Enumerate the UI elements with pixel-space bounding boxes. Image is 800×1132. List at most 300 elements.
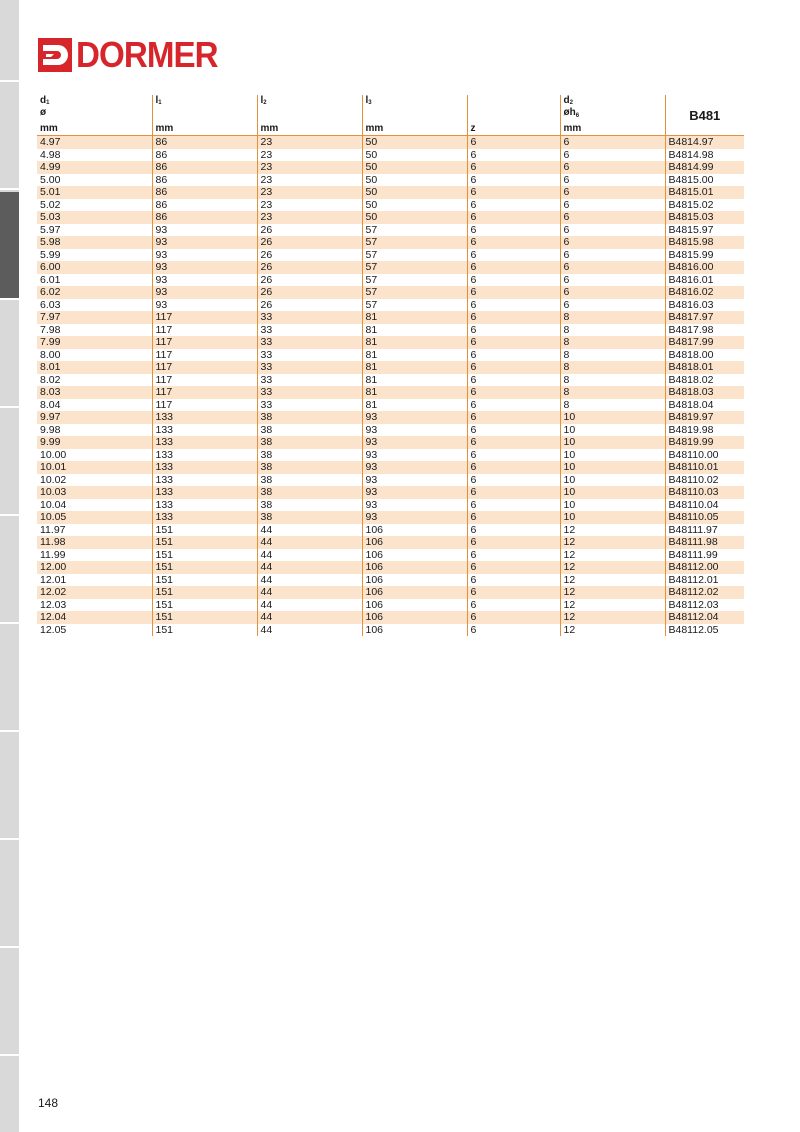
cell-code: B4817.99: [665, 336, 744, 349]
cell-d2: 6: [560, 299, 665, 312]
cell-l1: 93: [152, 236, 257, 249]
cell-z: 6: [467, 361, 560, 374]
cell-d2: 6: [560, 174, 665, 187]
cell-d2: 8: [560, 336, 665, 349]
cell-l1: 133: [152, 436, 257, 449]
table-row: [37, 486, 744, 499]
cell-z: 6: [467, 486, 560, 499]
cell-d2: 10: [560, 411, 665, 424]
cell-d2: 12: [560, 611, 665, 624]
header-l2: $l_2$ mm: [257, 95, 362, 136]
cell-l2: 33: [257, 311, 362, 324]
cell-z: 6: [467, 524, 560, 537]
cell-code: B4815.02: [665, 199, 744, 212]
cell-code: B48111.99: [665, 549, 744, 562]
cell-code: B4815.99: [665, 249, 744, 262]
cell-d1: 4.99: [37, 161, 152, 174]
page-number: 148: [38, 1096, 59, 1110]
cell-l2: 33: [257, 386, 362, 399]
cell-d2: 10: [560, 436, 665, 449]
cell-l3: 106: [362, 524, 467, 537]
cell-d2: 12: [560, 524, 665, 537]
cell-l1: 151: [152, 599, 257, 612]
cell-d1: 8.00: [40, 348, 61, 361]
cell-code: B4815.01: [665, 186, 744, 199]
cell-l3: 81: [362, 361, 467, 374]
cell-z: 6: [467, 374, 560, 387]
table-row: [37, 574, 744, 587]
table-row: [37, 524, 744, 537]
cell-l3: 93: [362, 411, 467, 424]
cell-code: B48110.05: [665, 511, 744, 524]
cell-l2: 23: [257, 149, 362, 162]
cell-d1: 5.99: [40, 248, 61, 261]
cell-code: B4819.99: [665, 436, 744, 449]
cell-l2: 38: [257, 411, 362, 424]
cell-l1: 86: [152, 161, 257, 174]
table-row: [37, 349, 744, 362]
cell-d2: 10: [560, 474, 665, 487]
cell-d1: 8.02: [40, 373, 61, 386]
cell-d1: 12.04: [37, 611, 152, 624]
cell-d2: 8: [560, 374, 665, 387]
table-row: [37, 436, 744, 449]
cell-l3: 57: [362, 249, 467, 262]
cell-l2: 38: [257, 424, 362, 437]
cell-code: B4818.01: [665, 361, 744, 374]
cell-d1: 10.05: [37, 511, 152, 524]
table-row: [37, 286, 744, 299]
cell-z: 6: [467, 286, 560, 299]
cell-d2: 6: [560, 286, 665, 299]
cell-l2: 33: [257, 399, 362, 412]
cell-d2: 6: [560, 249, 665, 262]
cell-l2: 44: [257, 611, 362, 624]
cell-code: B4814.98: [665, 149, 744, 162]
cell-l3: 50: [362, 199, 467, 212]
cell-d2: 8: [560, 311, 665, 324]
cell-d1: 10.02: [40, 473, 67, 486]
cell-code: B4816.01: [665, 274, 744, 287]
tab-divider: [0, 514, 19, 516]
tab-divider: [0, 622, 19, 624]
cell-l1: 93: [152, 224, 257, 237]
cell-l1: 86: [152, 199, 257, 212]
cell-d2: 6: [560, 274, 665, 287]
cell-z: 6: [467, 499, 560, 512]
dormer-logo: [38, 34, 230, 75]
cell-z: 6: [467, 436, 560, 449]
cell-d2: 10: [560, 486, 665, 499]
table-row: [37, 186, 744, 199]
cell-d2: 6: [560, 261, 665, 274]
cell-d1: 11.99: [40, 548, 66, 561]
cell-l3: 93: [362, 474, 467, 487]
cell-l2: 33: [257, 349, 362, 362]
cell-l1: 117: [152, 311, 257, 324]
cell-z: 6: [467, 349, 560, 362]
cell-d1: 6.01: [40, 273, 61, 286]
cell-z: 6: [467, 424, 560, 437]
cell-l3: 93: [362, 424, 467, 437]
cell-d1: 9.97: [37, 411, 152, 424]
table-row: [37, 461, 744, 474]
table-row: [37, 211, 744, 224]
cell-l1: 133: [152, 461, 257, 474]
cell-code: B48112.05: [665, 624, 744, 637]
cell-l1: 133: [152, 499, 257, 512]
table-row: [37, 274, 744, 287]
cell-z: 6: [467, 311, 560, 324]
side-tab-strip: [0, 0, 19, 1132]
cell-l1: 133: [152, 511, 257, 524]
cell-code: B48110.02: [665, 474, 744, 487]
cell-d1: 6.02: [37, 286, 152, 299]
tab-divider: [0, 946, 19, 948]
cell-d2: 12: [560, 561, 665, 574]
cell-code: B4817.97: [665, 311, 744, 324]
table-body: [37, 136, 744, 637]
cell-l3: 106: [362, 574, 467, 587]
cell-d2: 10: [560, 511, 665, 524]
table-row: [37, 549, 744, 562]
header-z: z: [467, 95, 560, 136]
cell-d1: 6.00: [37, 261, 152, 274]
cell-l2: 23: [257, 186, 362, 199]
cell-l3: 57: [362, 299, 467, 312]
cell-d2: 8: [560, 399, 665, 412]
cell-l1: 151: [152, 524, 257, 537]
cell-z: 6: [467, 561, 560, 574]
cell-l3: 57: [362, 236, 467, 249]
cell-z: 6: [467, 611, 560, 624]
table-row: [37, 536, 744, 549]
cell-l2: 26: [257, 261, 362, 274]
table-row: [37, 311, 744, 324]
cell-l3: 93: [362, 511, 467, 524]
cell-d2: 8: [560, 386, 665, 399]
cell-code: B4814.99: [665, 161, 744, 174]
cell-z: 6: [467, 174, 560, 187]
cell-z: 6: [467, 161, 560, 174]
table-row: [37, 249, 744, 262]
cell-d1: 12.01: [40, 573, 67, 586]
cell-d1: 5.01: [37, 186, 152, 199]
cell-l2: 33: [257, 324, 362, 337]
cell-l3: 93: [362, 436, 467, 449]
table-row: [37, 236, 744, 249]
cell-d1: 8.03: [37, 386, 152, 399]
cell-code: B48112.04: [665, 611, 744, 624]
table-row: [37, 361, 744, 374]
cell-l1: 133: [152, 449, 257, 462]
cell-z: 6: [467, 149, 560, 162]
active-section-tab[interactable]: [0, 192, 19, 298]
cell-z: 6: [467, 386, 560, 399]
cell-code: B4815.00: [665, 174, 744, 187]
header-d1: $d_1$ ø mm: [37, 95, 152, 136]
cell-code: B48112.01: [665, 574, 744, 587]
cell-l2: 33: [257, 374, 362, 387]
cell-l3: 57: [362, 274, 467, 287]
cell-l1: 133: [152, 474, 257, 487]
cell-l1: 86: [152, 174, 257, 187]
cell-l3: 93: [362, 449, 467, 462]
cell-l2: 23: [257, 174, 362, 187]
cell-code: B4816.02: [665, 286, 744, 299]
cell-l1: 133: [152, 411, 257, 424]
cell-l1: 117: [152, 361, 257, 374]
cell-l2: 38: [257, 436, 362, 449]
cell-l3: 50: [362, 161, 467, 174]
cell-l2: 26: [257, 274, 362, 287]
cell-d1: 7.97: [37, 311, 152, 324]
cell-d1: 5.97: [40, 223, 61, 236]
cell-d1: 9.98: [40, 423, 61, 436]
cell-l3: 81: [362, 349, 467, 362]
cell-l3: 106: [362, 611, 467, 624]
cell-l2: 44: [257, 624, 362, 637]
cell-d2: 6: [560, 136, 665, 149]
cell-d1: 8.01: [37, 361, 152, 374]
cell-d2: 12: [560, 599, 665, 612]
cell-d1: 9.99: [37, 436, 152, 449]
table-row: [37, 136, 744, 149]
table-row: [37, 424, 744, 437]
cell-d1: 5.03: [37, 211, 152, 224]
cell-d1: 12.00: [37, 561, 152, 574]
cell-z: 6: [467, 624, 560, 637]
cell-l3: 106: [362, 561, 467, 574]
cell-z: 6: [467, 186, 560, 199]
cell-l3: 81: [362, 336, 467, 349]
cell-d1: 10.04: [40, 498, 67, 511]
cell-l2: 38: [257, 486, 362, 499]
cell-l1: 93: [152, 249, 257, 262]
cell-l2: 44: [257, 561, 362, 574]
cell-code: B4816.00: [665, 261, 744, 274]
header-d2: $d_2$ $øh_6$ mm: [560, 95, 665, 136]
cell-code: B4818.03: [665, 386, 744, 399]
cell-d2: 6: [560, 224, 665, 237]
cell-l2: 26: [257, 286, 362, 299]
cell-l2: 33: [257, 336, 362, 349]
cell-d2: 10: [560, 499, 665, 512]
cell-z: 6: [467, 236, 560, 249]
cell-l1: 151: [152, 536, 257, 549]
tab-divider: [0, 1054, 19, 1056]
tab-divider: [0, 188, 19, 190]
table-row: [37, 149, 744, 162]
header-product-code: B481: [665, 95, 744, 136]
cell-z: 6: [467, 511, 560, 524]
cell-code: B4819.97: [665, 411, 744, 424]
cell-l1: 151: [152, 586, 257, 599]
cell-z: 6: [467, 461, 560, 474]
cell-l3: 106: [362, 599, 467, 612]
cell-l2: 38: [257, 449, 362, 462]
table-row: [37, 261, 744, 274]
cell-l3: 81: [362, 399, 467, 412]
cell-d2: 12: [560, 549, 665, 562]
cell-l3: 81: [362, 311, 467, 324]
cell-l1: 151: [152, 561, 257, 574]
table-row: [37, 599, 744, 612]
cell-l3: 50: [362, 136, 467, 149]
cell-d2: 8: [560, 361, 665, 374]
cell-l3: 93: [362, 461, 467, 474]
cell-z: 6: [467, 536, 560, 549]
cell-l2: 44: [257, 536, 362, 549]
cell-l1: 86: [152, 186, 257, 199]
cell-l2: 44: [257, 599, 362, 612]
cell-d2: 6: [560, 161, 665, 174]
cell-l1: 133: [152, 486, 257, 499]
table-row: [37, 624, 744, 637]
cell-l3: 57: [362, 261, 467, 274]
cell-l3: 50: [362, 211, 467, 224]
table-row: [37, 199, 744, 212]
cell-code: B48111.98: [665, 536, 744, 549]
table-row: [37, 499, 744, 512]
table-row: [37, 586, 744, 599]
cell-l1: 93: [152, 261, 257, 274]
cell-l1: 151: [152, 549, 257, 562]
cell-l2: 26: [257, 224, 362, 237]
cell-z: 6: [467, 599, 560, 612]
table-row: [37, 174, 744, 187]
table-header-row: [37, 95, 744, 136]
cell-d1: 6.03: [40, 298, 61, 311]
cell-l2: 38: [257, 499, 362, 512]
cell-d2: 10: [560, 449, 665, 462]
cell-code: B48112.02: [665, 586, 744, 599]
cell-z: 6: [467, 449, 560, 462]
cell-d2: 8: [560, 349, 665, 362]
header-l3: $l_3$ mm: [362, 95, 467, 136]
cell-l1: 151: [152, 624, 257, 637]
cell-d1: 4.98: [40, 148, 61, 161]
cell-l2: 44: [257, 549, 362, 562]
cell-l1: 86: [152, 211, 257, 224]
cell-code: B4816.03: [665, 299, 744, 312]
cell-z: 6: [467, 199, 560, 212]
cell-d2: 12: [560, 586, 665, 599]
cell-d1: 7.98: [40, 323, 61, 336]
cell-l2: 23: [257, 161, 362, 174]
cell-code: B48110.00: [665, 449, 744, 462]
cell-z: 6: [467, 274, 560, 287]
cell-code: B48112.00: [665, 561, 744, 574]
cell-l3: 81: [362, 324, 467, 337]
table-row: [37, 611, 744, 624]
product-table: [37, 95, 744, 636]
cell-d2: 12: [560, 574, 665, 587]
cell-l3: 106: [362, 549, 467, 562]
cell-code: B48110.03: [665, 486, 744, 499]
cell-z: 6: [467, 136, 560, 149]
cell-code: B4815.97: [665, 224, 744, 237]
cell-l1: 86: [152, 136, 257, 149]
cell-l1: 93: [152, 274, 257, 287]
cell-d2: 6: [560, 211, 665, 224]
cell-l3: 50: [362, 149, 467, 162]
cell-d1: 5.98: [37, 236, 152, 249]
table-row: [37, 161, 744, 174]
cell-d2: 6: [560, 149, 665, 162]
header-l1: $l_1$ mm: [152, 95, 257, 136]
cell-code: B48110.04: [665, 499, 744, 512]
cell-l1: 117: [152, 324, 257, 337]
cell-l3: 57: [362, 286, 467, 299]
cell-code: B48112.03: [665, 599, 744, 612]
cell-l3: 50: [362, 186, 467, 199]
cell-d2: 12: [560, 536, 665, 549]
cell-l3: 81: [362, 374, 467, 387]
brand-name: DORMER: [76, 34, 218, 75]
table-row: [37, 399, 744, 412]
cell-z: 6: [467, 224, 560, 237]
cell-l1: 93: [152, 286, 257, 299]
cell-d1: 12.03: [40, 598, 67, 611]
cell-l2: 23: [257, 211, 362, 224]
cell-l3: 93: [362, 499, 467, 512]
cell-l2: 26: [257, 299, 362, 312]
cell-z: 6: [467, 211, 560, 224]
table-row: [37, 511, 744, 524]
cell-l1: 117: [152, 336, 257, 349]
cell-d1: 7.99: [37, 336, 152, 349]
cell-l3: 93: [362, 486, 467, 499]
cell-l2: 38: [257, 461, 362, 474]
cell-code: B4818.02: [665, 374, 744, 387]
cell-l3: 57: [362, 224, 467, 237]
cell-code: B4815.03: [665, 211, 744, 224]
cell-l2: 23: [257, 199, 362, 212]
cell-l2: 38: [257, 474, 362, 487]
cell-l3: 106: [362, 536, 467, 549]
table-row: [37, 299, 744, 312]
cell-d1: 10.03: [37, 486, 152, 499]
table-row: [37, 561, 744, 574]
cell-d1: 5.02: [40, 198, 61, 211]
cell-code: B4818.04: [665, 399, 744, 412]
cell-d2: 10: [560, 424, 665, 437]
cell-z: 6: [467, 411, 560, 424]
cell-d1: 12.05: [40, 623, 67, 636]
cell-z: 6: [467, 324, 560, 337]
cell-code: B4814.97: [665, 136, 744, 149]
cell-l3: 50: [362, 174, 467, 187]
cell-l2: 44: [257, 574, 362, 587]
cell-z: 6: [467, 399, 560, 412]
cell-code: B4815.98: [665, 236, 744, 249]
cell-z: 6: [467, 261, 560, 274]
cell-code: B48111.97: [665, 524, 744, 537]
cell-l3: 106: [362, 624, 467, 637]
cell-d1: 5.00: [40, 173, 61, 186]
tab-divider: [0, 838, 19, 840]
dormer-logo-icon: [38, 38, 72, 72]
cell-z: 6: [467, 586, 560, 599]
cell-l2: 44: [257, 524, 362, 537]
cell-z: 6: [467, 549, 560, 562]
cell-d1: 10.00: [40, 448, 67, 461]
cell-d1: 12.02: [37, 586, 152, 599]
cell-l2: 23: [257, 136, 362, 149]
cell-d1: 10.01: [37, 461, 152, 474]
cell-l1: 86: [152, 149, 257, 162]
